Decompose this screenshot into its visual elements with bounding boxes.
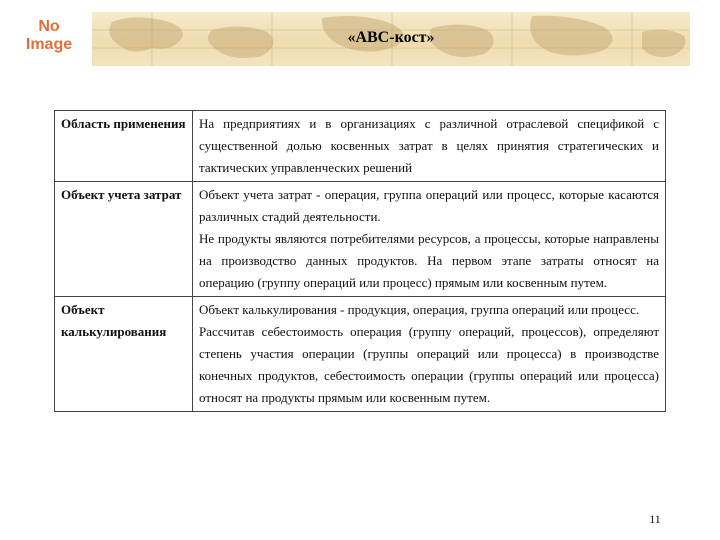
no-image-placeholder (14, 18, 84, 62)
slide-title: «АВС-кост» (347, 29, 435, 46)
description-cell (193, 182, 666, 297)
table-body (55, 111, 666, 412)
table-row (55, 111, 666, 182)
description-cell (193, 111, 666, 182)
page-number: 11 (649, 512, 661, 526)
description-paragraph: Объект учета затрат - операция, группа операций или процесс, которые касаются различных стадий деятельности. (199, 187, 659, 224)
description-paragraph: На предприятиях и в организациях с различной отраслевой спецификой с существенной долью косвенных затрат в целях принятия стратегических и тактических управленческих решений (199, 116, 659, 175)
table-row (55, 297, 666, 412)
description-cell (193, 297, 666, 412)
description-paragraph: Рассчитав себестоимость операция (группу операций, процессов), определяют степень участия операции (группы операций или процесса) в производстве конечных продуктов, себестоимость операции (группы операций или процесса) относят на продукты прямым или косвенным путем. (199, 324, 659, 405)
table-row (55, 182, 666, 297)
term-cell: Область применения (55, 111, 193, 182)
abc-cost-table (54, 110, 666, 412)
term-cell: Объект калькулирования (55, 297, 193, 412)
term-cell: Объект учета затрат (55, 182, 193, 297)
slide-header (0, 0, 720, 70)
description-paragraph: Не продукты являются потребителями ресурсов, а процессы, которые направлены на производство данных продуктов. На первом этапе затраты относят на операцию (группу операций или процесс) прямым или косвенным путем. (199, 231, 659, 290)
no-image-label: No Image (25, 18, 73, 53)
description-paragraph: Объект калькулирования - продукция, операция, группа операций или процесс. (199, 302, 640, 317)
